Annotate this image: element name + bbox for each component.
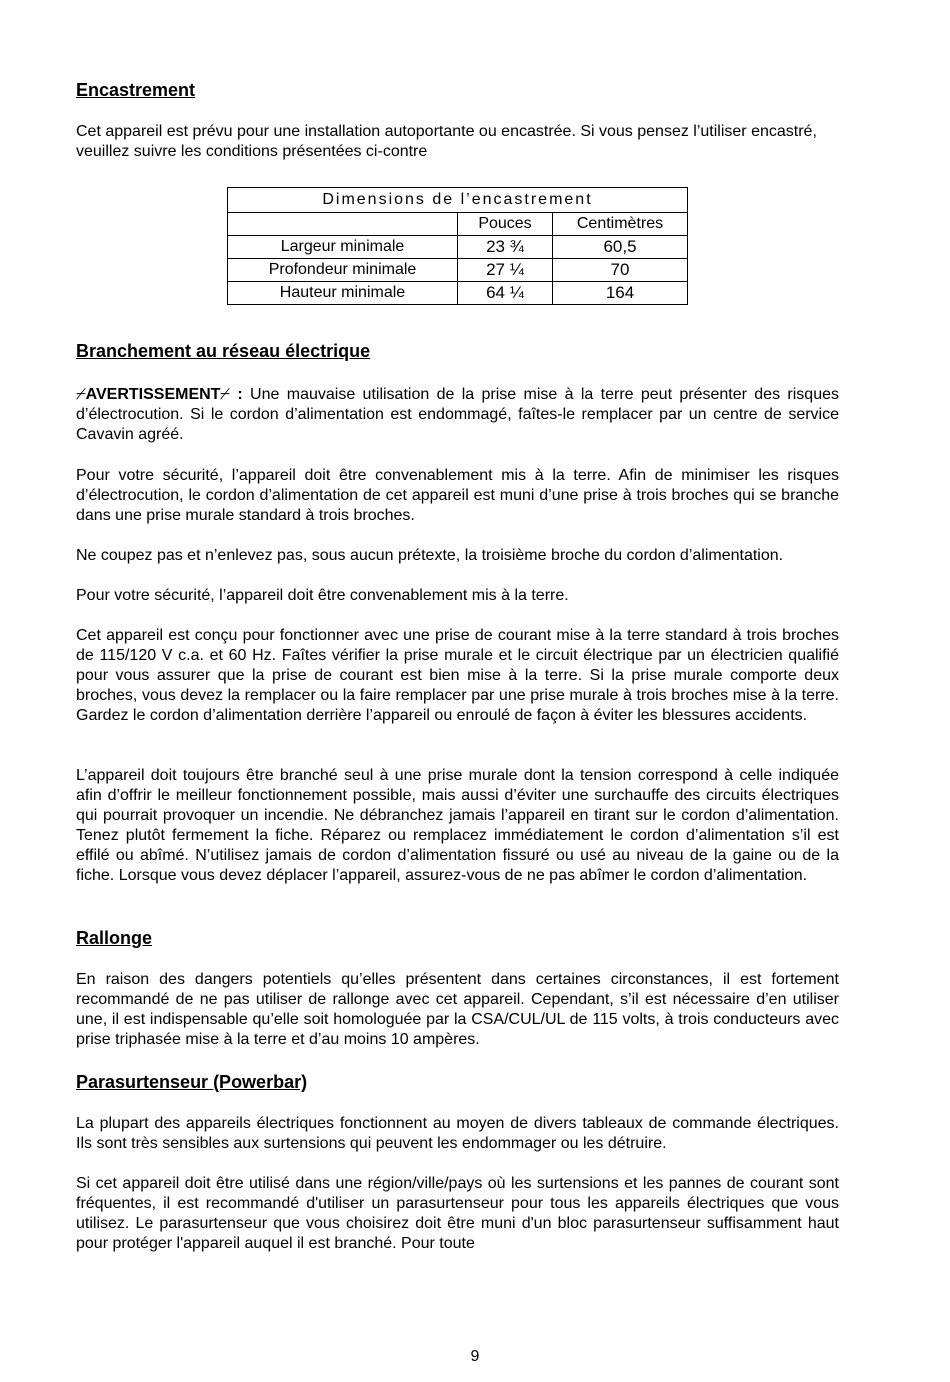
table-header-cell: Centimètres <box>553 213 688 236</box>
paragraph-branchement-2a: Ne coupez pas et n’enlevez pas, sous aucun prétexte, la troisième broche du cordon d’alimentation. <box>76 547 784 564</box>
paragraph-branchement-2b: Pour votre sécurité, l’appareil doit être convenablement mis à la terre. <box>76 587 569 604</box>
paragraph-branchement-4: L’appareil doit toujours être branché seul à une prise murale dont la tension correspond à celle indiquée afin d’offrir le meilleur fonctionnement possible, mais aussi d’éviter une surchauffe des circuits électriques qui pourrait provoquer un incendie. Ne débranchez jamais l’appareil en tirant sur le cordon d’alimentation. Tenez plutôt fermement la fiche. Réparez ou remplacez immédiatement le cordon d’alimentation s’il est effilé ou abîmé. N’utilisez jamais de cordon d’alimentation fissuré ou usé au niveau de la gaine ou de la fiche. Lorsque vous devez déplacer l’appareil, assurez-vous de ne pas abîmer le cordon d’alimentation. <box>76 767 839 884</box>
paragraph-warning <box>76 385 839 445</box>
table-caption: Dimensions de l’encastrement <box>228 188 688 213</box>
table-cell: 60,5 <box>553 236 688 259</box>
table-header-cell <box>228 213 458 236</box>
heading-parasurtenseur: Parasurtenseur (Powerbar) <box>76 1072 308 1092</box>
table-cell: 27 ¼ <box>458 259 553 282</box>
warning-lightning-icon: ⌿ <box>74 386 88 403</box>
table-cell: 70 <box>553 259 688 282</box>
warning-separator: : <box>230 386 243 403</box>
page-number: 9 <box>470 1348 480 1365</box>
paragraph-parasurtenseur-1: La plupart des appareils électriques fonctionnent au moyen de divers tableaux de commande électriques. Ils sont très sensibles aux surtensions qui peuvent les endommager ou les détruire. <box>76 1115 839 1152</box>
table-cell: 64 ¼ <box>458 282 553 305</box>
table-row <box>228 259 688 282</box>
table-cell: Hauteur minimale <box>228 282 458 305</box>
paragraph-parasurtenseur-2: Si cet appareil doit être utilisé dans une région/ville/pays où les surtensions et les pannes de courant sont fréquentes, il est recommandé d'utiliser un parasurtenseur pour tous les appareils électriques que vous utilisez. Le parasurtenseur que vous choisirez doit être muni d'un bloc parasurtenseur suffisamment haut pour protéger l'appareil auquel il est branché. Pour toute <box>76 1175 839 1252</box>
paragraph-branchement-1: Pour votre sécurité, l’appareil doit être convenablement mis à la terre. Afin de minimiser les risques d’électrocution, le cordon d’alimentation de cet appareil est muni d’une prise à trois broches qui se branche dans une prise murale standard à trois broches. <box>76 467 839 524</box>
table-caption-row <box>228 188 688 213</box>
table-header-cell: Pouces <box>458 213 553 236</box>
warning-label: AVERTISSEMENT <box>85 386 221 403</box>
table-header-row <box>228 213 688 236</box>
paragraph-rallonge: En raison des dangers potentiels qu’elles présentent dans certaines circonstances, il est fortement recommandé de ne pas utiliser de rallonge avec cet appareil. Cependant, s’il est nécessaire d’en utiliser une, il est indispensable qu’elle soit homologuée par la CSA/CUL/UL de 115 volts, à trois conducteurs avec prise triphasée mise à la terre et d’au moins 10 ampères. <box>76 971 839 1048</box>
table-cell: Largeur minimale <box>228 236 458 259</box>
table-cell: 23 ¾ <box>458 236 553 259</box>
table-cell: 164 <box>553 282 688 305</box>
table-cell: Profondeur minimale <box>228 259 458 282</box>
dimensions-table <box>227 187 688 305</box>
warning-text: Une mauvaise utilisation de la prise mise à la terre peut présenter des risques d’électrocution. Si le cordon d’alimentation est endommagé, faîtes-le remplacer par un centre de service Cavavin agréé. <box>76 386 839 443</box>
heading-rallonge: Rallonge <box>76 928 153 948</box>
table-row <box>228 282 688 305</box>
paragraph-branchement-3: Cet appareil est conçu pour fonctionner avec une prise de courant mise à la terre standard à trois broches de 115/120 V c.a. et 60 Hz. Faîtes vérifier la prise murale et le circuit électrique par un électricien qualifié pour vous assurer que la prise de courant est bien mise à la terre. Si la prise murale comporte deux broches, vous devez la remplacer ou la faire remplacer par une prise murale à trois broches mise à la terre. Gardez le cordon d’alimentation derrière l’appareil ou enroulé de façon à éviter les blessures accidents. <box>76 627 839 724</box>
heading-encastrement: Encastrement <box>76 80 196 100</box>
warning-lightning-icon: ⌿ <box>219 386 232 403</box>
paragraph-encastrement-intro: Cet appareil est prévu pour une installation autoportante ou encastrée. Si vous pensez l’utiliser encastré, veuillez suivre les conditions présentées ci-contre <box>76 123 817 160</box>
heading-branchement: Branchement au réseau électrique <box>76 341 371 361</box>
table-row <box>228 236 688 259</box>
